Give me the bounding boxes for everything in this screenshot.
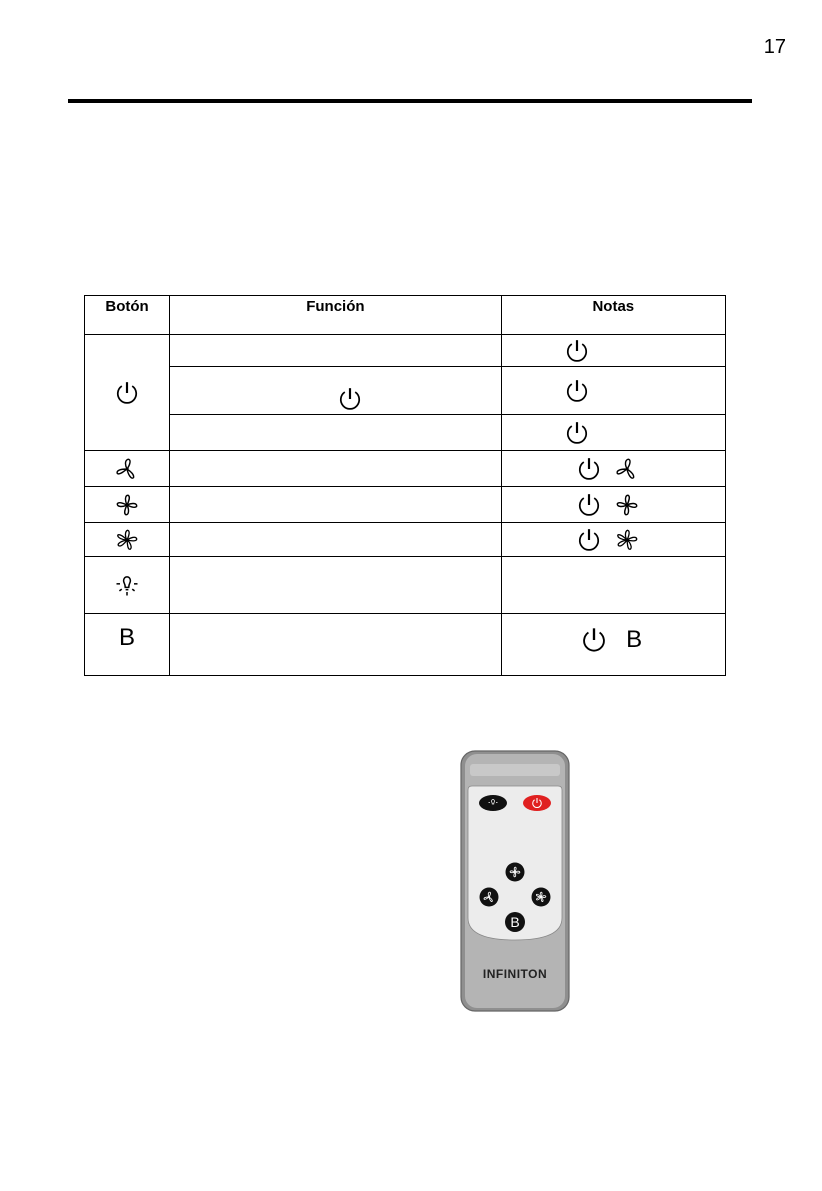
table-row: [85, 557, 726, 614]
remote-brand-logo: INFINITON: [482, 967, 548, 981]
remote-control-illustration: [460, 750, 570, 1012]
notes-cell: [501, 557, 725, 614]
light-icon: [113, 571, 141, 599]
header-button: Botón: [85, 296, 170, 335]
notes-cell: [501, 367, 725, 415]
b-label: B: [626, 626, 643, 653]
notes-cell: [501, 451, 725, 487]
notes-cell: [501, 614, 725, 676]
notes-cell: [501, 523, 725, 557]
page-number: 17: [763, 36, 786, 58]
power-icon: [564, 420, 590, 446]
notes-cell: [501, 415, 725, 451]
table-row: [85, 415, 726, 451]
function-cell: [170, 367, 502, 415]
button-cell: [85, 614, 170, 676]
table-row: [85, 614, 726, 676]
button-cell: [85, 523, 170, 557]
power-icon: [576, 492, 602, 518]
function-cell: [170, 557, 502, 614]
power-icon: [576, 527, 602, 553]
table-row: [85, 451, 726, 487]
power-icon: [337, 386, 363, 412]
header-notes: Notas: [501, 296, 725, 335]
function-cell: [170, 415, 502, 451]
power-icon: [576, 456, 602, 482]
button-cell: [85, 487, 170, 523]
function-cell: [170, 614, 502, 676]
function-cell: [170, 487, 502, 523]
power-icon: [114, 380, 140, 406]
table-row: [85, 523, 726, 557]
notes-cell: [501, 487, 725, 523]
power-icon: [580, 626, 608, 654]
remote-top-window: [470, 764, 560, 776]
function-cell: [170, 523, 502, 557]
power-icon: [564, 378, 590, 404]
button-cell: [85, 557, 170, 614]
b-button-label: B: [119, 624, 136, 651]
button-function-table: [84, 295, 726, 676]
fan-4-blade-icon: [114, 492, 140, 518]
fan-5-blade-icon: [114, 527, 140, 553]
header-function: Función: [170, 296, 502, 335]
table-row: [85, 335, 726, 367]
power-button-cell: [85, 335, 170, 451]
table-header-row: [85, 296, 726, 335]
table-row: [85, 487, 726, 523]
fan-4-blade-icon: [614, 492, 640, 518]
function-cell: [170, 335, 502, 367]
fan-3-blade-icon: [614, 456, 640, 482]
header-divider: [68, 99, 752, 103]
fan-5-blade-icon: [614, 527, 640, 553]
fan-3-blade-icon: [114, 456, 140, 482]
remote-b-label: B: [510, 914, 520, 930]
table-row: [85, 367, 726, 415]
power-icon: [564, 338, 590, 364]
remote-light-button[interactable]: [479, 795, 507, 811]
button-cell: [85, 451, 170, 487]
function-cell: [170, 451, 502, 487]
notes-cell: [501, 335, 725, 367]
